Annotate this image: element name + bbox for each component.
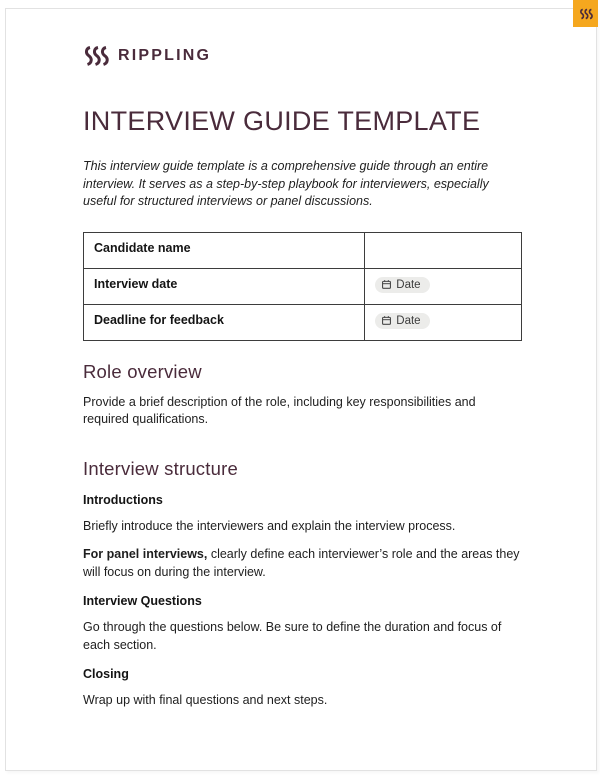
interview-questions-body: Go through the questions below. Be sure to define the duration and focus of each section.	[83, 620, 502, 652]
page-title: INTERVIEW GUIDE TEMPLATE	[83, 106, 481, 136]
interview-structure-heading: Interview structure	[83, 457, 238, 479]
panel-interviews-paragraph	[83, 546, 524, 581]
table-row	[84, 232, 522, 268]
candidate-name-value-cell[interactable]	[365, 232, 522, 268]
introductions-body: Briefly introduce the interviewers and explain the interview process.	[83, 518, 456, 533]
role-overview-heading: Role overview	[83, 360, 202, 382]
rippling-wordmark: RIPPLING	[118, 47, 212, 64]
calendar-icon	[381, 315, 392, 326]
introductions-subheading: Introductions	[83, 492, 163, 507]
rippling-logo-mark-icon	[83, 46, 109, 66]
rippling-logo	[83, 46, 524, 66]
document-content	[83, 0, 524, 710]
deadline-date-chip[interactable]	[375, 313, 429, 329]
date-chip-label: Date	[396, 278, 421, 291]
table-row	[84, 268, 522, 304]
closing-subheading: Closing	[83, 667, 129, 681]
candidate-name-label: Candidate name	[84, 232, 365, 268]
intro-paragraph: This interview guide template is a comprehensive guide through an entire interview. It serves as a step-by-step playbook for interviewers, especially useful for structured interviews or panel discussions.	[83, 159, 489, 208]
interview-date-label: Interview date	[84, 268, 365, 304]
interview-questions-subheading: Interview Questions	[83, 594, 202, 608]
interview-date-chip[interactable]	[375, 277, 429, 293]
table-row	[84, 304, 522, 340]
deadline-feedback-label: Deadline for feedback	[84, 304, 365, 340]
rippling-corner-badge	[573, 0, 598, 27]
candidate-fields-table	[83, 232, 522, 341]
closing-body: Wrap up with final questions and next steps.	[83, 693, 328, 707]
panel-interviews-bold: For panel interviews,	[83, 547, 208, 561]
deadline-feedback-value-cell	[365, 304, 522, 340]
calendar-icon	[381, 279, 392, 290]
interview-date-value-cell	[365, 268, 522, 304]
panel-interviews-rest: clearly define each interviewer’s role and the areas they will focus on during the interview.	[83, 547, 520, 579]
date-chip-label: Date	[396, 314, 421, 327]
rippling-logo-icon	[579, 8, 593, 20]
role-overview-body: Provide a brief description of the role, including key responsibilities and required qualifications.	[83, 394, 476, 426]
